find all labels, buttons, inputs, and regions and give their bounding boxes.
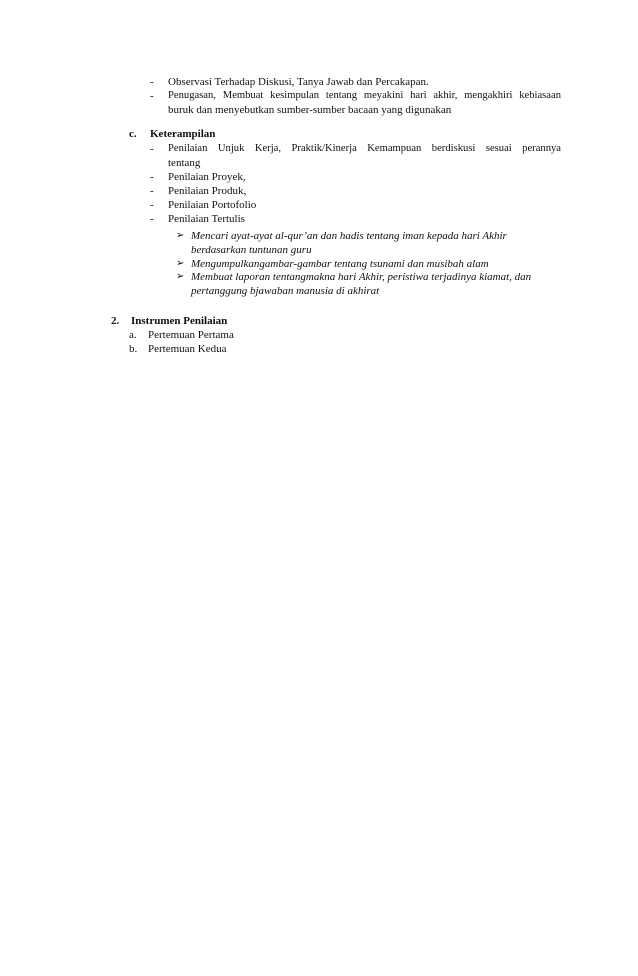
list-dash: - <box>150 171 154 183</box>
section-2-item-a-text: Pertemuan Pertama <box>148 329 234 341</box>
list-item-proyek: Penilaian Proyek, <box>168 171 246 183</box>
section-2-item-a-marker: a. <box>129 329 137 341</box>
list-item-penugasan: Penugasan, Membuat kesimpulan tentang meyakini hari akhir, mengakhiri kebiasaan <box>168 90 561 101</box>
list-dash: - <box>150 90 154 102</box>
arrow-bullet-icon: ➢ <box>176 271 185 282</box>
section-c-heading: Keterampilan <box>150 128 216 140</box>
list-item-penugasan-cont: buruk dan menyebutkan sumber-sumber bacaan yang digunakan <box>168 104 452 116</box>
list-dash: - <box>150 199 154 211</box>
section-2-item-b-marker: b. <box>129 343 138 355</box>
list-dash: - <box>150 185 154 197</box>
arrow-item-membuat-laporan: Membuat laporan tentangmakna hari Akhir, peristiwa terjadinya kiamat, dan <box>191 271 532 283</box>
list-dash: - <box>150 213 154 225</box>
list-item-unjuk-kerja-cont: tentang <box>168 157 201 169</box>
list-item-portofolio: Penilaian Portofolio <box>168 199 257 211</box>
section-2-heading: Instrumen Penilaian <box>131 315 228 327</box>
list-item-produk: Penilaian Produk, <box>168 185 247 197</box>
arrow-item-mengumpulkan: Mengumpulkangambar-gambar tentang tsunami dan musibah alam <box>191 258 489 270</box>
section-2-item-b-text: Pertemuan Kedua <box>148 343 227 355</box>
list-item-observasi: Observasi Terhadap Diskusi, Tanya Jawab dan Percakapan. <box>168 76 429 88</box>
arrow-item-membuat-laporan-cont: pertanggung bjawaban manusia di akhirat <box>191 285 380 297</box>
list-dash: - <box>150 143 154 155</box>
arrow-bullet-icon: ➢ <box>176 258 185 269</box>
arrow-bullet-icon: ➢ <box>176 230 185 241</box>
arrow-item-mencari: Mencari ayat-ayat al-qur’an dan hadis tentang iman kepada hari Akhir <box>191 230 507 242</box>
arrow-item-mencari-cont: berdasarkan tuntunan guru <box>191 244 312 256</box>
list-dash: - <box>150 76 154 88</box>
list-item-tertulis: Penilaian Tertulis <box>168 213 245 225</box>
list-item-unjuk-kerja: Penilaian Unjuk Kerja, Praktik/Kinerja Kemampuan berdiskusi sesuai perannya <box>168 143 561 154</box>
section-2-number: 2. <box>111 315 120 327</box>
section-c-marker: c. <box>129 128 137 140</box>
